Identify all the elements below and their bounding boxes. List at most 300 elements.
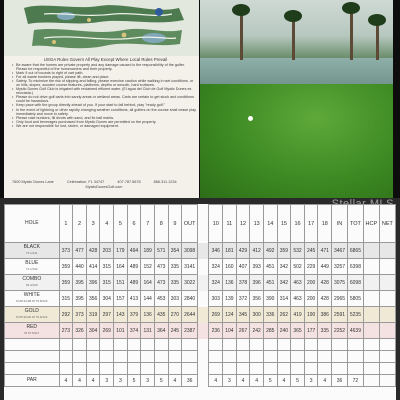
in-yardage: 2252 xyxy=(332,323,348,339)
yardage: 428 xyxy=(318,275,332,291)
scorecard xyxy=(4,204,396,400)
rule-item: • Safety: To minimize the risk of slipping and falling, please exercise caution while walking in wet conditions, or on hills, slopes, wooden course features, platforms, depths or smooth, hard surfaces. xyxy=(12,79,196,87)
par-value: 4 xyxy=(86,375,100,387)
yardage: 292 xyxy=(59,307,73,323)
yardage: 269 xyxy=(209,307,223,323)
yardage: 104 xyxy=(223,323,237,339)
turn-divider xyxy=(198,375,209,387)
score-cell xyxy=(304,351,318,363)
yardage: 419 xyxy=(291,307,305,323)
yardage: 365 xyxy=(291,323,305,339)
yardage: 336 xyxy=(263,307,277,323)
handicap-label: HCP xyxy=(363,205,379,243)
yardage: 429 xyxy=(236,243,250,259)
score-cell xyxy=(141,351,155,363)
score-cell xyxy=(114,351,128,363)
handicap-cell xyxy=(363,375,379,387)
score-cell xyxy=(363,351,379,363)
tee-name: BLUE xyxy=(25,260,39,266)
rules-list xyxy=(12,63,196,128)
yardage: 414 xyxy=(86,259,100,275)
score-cell xyxy=(250,363,264,375)
score-cell xyxy=(318,351,332,363)
in-yardage: 2965 xyxy=(332,291,348,307)
yardage: 413 xyxy=(127,291,141,307)
score-cell xyxy=(168,351,182,363)
score-cell xyxy=(304,339,318,351)
scorecard-table xyxy=(4,204,396,387)
in-yardage: 3467 xyxy=(332,243,348,259)
yardage: 378 xyxy=(236,275,250,291)
in-yardage: 2591 xyxy=(332,307,348,323)
yardage: 395 xyxy=(73,291,87,307)
header-row xyxy=(5,205,396,243)
tee-name: GOLD xyxy=(24,308,39,314)
yardage: 143 xyxy=(114,307,128,323)
hole-number: 1 xyxy=(59,205,73,243)
score-cell xyxy=(73,339,87,351)
net-cell xyxy=(379,323,395,339)
score-cell xyxy=(73,351,87,363)
rule-item: • Mark 9 out of bounds to right of cart path. xyxy=(12,71,196,75)
par-value: 5 xyxy=(127,375,141,387)
yardage: 190 xyxy=(304,307,318,323)
score-cell xyxy=(332,363,348,375)
tee-name: BLACK xyxy=(23,244,40,250)
score-cell xyxy=(291,351,305,363)
handicap-cell xyxy=(363,259,379,275)
score-cell xyxy=(86,339,100,351)
yardage: 354 xyxy=(168,243,182,259)
out-yardage: 3098 xyxy=(182,243,198,259)
par-value: 3 xyxy=(114,375,128,387)
tee-row-black xyxy=(5,243,396,259)
score-cell xyxy=(100,351,114,363)
yardage: 345 xyxy=(236,307,250,323)
score-cell xyxy=(291,363,305,375)
yardage: 101 xyxy=(114,323,128,339)
tee-row-combo xyxy=(5,275,396,291)
score-cell xyxy=(236,351,250,363)
hole-number: 8 xyxy=(154,205,168,243)
score-cell xyxy=(100,339,114,351)
tee-rating: M 65.9/120 W 70.6/123 xyxy=(16,314,48,319)
hole-number: 10 xyxy=(209,205,223,243)
out-yardage: 3022 xyxy=(182,275,198,291)
score-cell xyxy=(100,363,114,375)
tee-name: COMBO xyxy=(22,276,42,282)
turn-divider xyxy=(198,363,209,375)
yardage: 471 xyxy=(318,243,332,259)
yardage: 359 xyxy=(59,275,73,291)
phone: 407.787.5678 xyxy=(117,180,141,184)
yardage: 144 xyxy=(141,291,155,307)
par-value: 3 xyxy=(100,375,114,387)
yardage: 412 xyxy=(250,243,264,259)
in-yardage: 3075 xyxy=(332,275,348,291)
tee-rating: W 67.5/117 xyxy=(24,330,40,335)
yardage: 502 xyxy=(291,259,305,275)
score-cell xyxy=(236,339,250,351)
hole-number: 17 xyxy=(304,205,318,243)
score-cell xyxy=(318,363,332,375)
tee-row-white xyxy=(5,291,396,307)
yardage: 181 xyxy=(223,243,237,259)
score-entry-row xyxy=(5,339,396,351)
yardage: 189 xyxy=(141,243,155,259)
tee-rating: 71.1/132 xyxy=(25,266,38,271)
tee-label xyxy=(5,259,60,275)
handicap-cell xyxy=(363,243,379,259)
hole-label: HOLE xyxy=(5,205,60,243)
yardage: 124 xyxy=(223,307,237,323)
yardage: 177 xyxy=(304,323,318,339)
yardage: 335 xyxy=(168,259,182,275)
yardage: 314 xyxy=(277,291,291,307)
yardage: 396 xyxy=(250,275,264,291)
rule-item: • In the event of lightning or other rapidly changing weather conditions, all golfers on the course shall cease play immediately and move to safety. xyxy=(12,108,196,116)
yardage: 428 xyxy=(318,291,332,307)
net-cell xyxy=(379,259,395,275)
hole-number: 9 xyxy=(168,205,182,243)
yardage: 157 xyxy=(114,291,128,307)
score-cell xyxy=(263,351,277,363)
yardage: 473 xyxy=(154,259,168,275)
yardage: 236 xyxy=(209,323,223,339)
yardage: 477 xyxy=(73,243,87,259)
hole-number: 11 xyxy=(223,205,237,243)
total-label: TOT xyxy=(347,205,363,243)
score-cell xyxy=(59,363,73,375)
rules-panel xyxy=(4,0,199,198)
yardage: 326 xyxy=(73,323,87,339)
yardage: 270 xyxy=(168,307,182,323)
turn-divider xyxy=(198,243,209,259)
hole-number: 13 xyxy=(250,205,264,243)
score-cell xyxy=(127,363,141,375)
par-value: 4 xyxy=(318,375,332,387)
out-yardage: 2644 xyxy=(182,307,198,323)
yardage: 532 xyxy=(291,243,305,259)
score-cell xyxy=(73,363,87,375)
hole-number: 12 xyxy=(236,205,250,243)
par-value: 4 xyxy=(59,375,73,387)
yardage: 273 xyxy=(59,323,73,339)
score-cell xyxy=(114,363,128,375)
yardage: 342 xyxy=(277,275,291,291)
yardage: 285 xyxy=(263,323,277,339)
rule-item: • Please rake bunkers, fill divots with sand, and fix ball marks. xyxy=(12,116,196,120)
score-cell xyxy=(223,363,237,375)
yardage: 463 xyxy=(291,275,305,291)
yardage: 269 xyxy=(100,323,114,339)
yardage: 240 xyxy=(277,323,291,339)
yardage: 245 xyxy=(304,243,318,259)
yardage: 152 xyxy=(141,259,155,275)
turn-divider xyxy=(198,307,209,323)
score-cell xyxy=(263,339,277,351)
yardage: 346 xyxy=(209,243,223,259)
score-cell xyxy=(209,351,223,363)
yardage: 393 xyxy=(250,259,264,275)
yardage: 359 xyxy=(277,243,291,259)
yardage: 200 xyxy=(304,275,318,291)
handicap-cell xyxy=(363,275,379,291)
par-value: 4 xyxy=(250,375,264,387)
score-cell xyxy=(127,351,141,363)
score-cell xyxy=(347,339,363,351)
score-entry-row xyxy=(5,363,396,375)
in-yardage: 3257 xyxy=(332,259,348,275)
handicap-cell xyxy=(363,307,379,323)
hole-number: 2 xyxy=(73,205,87,243)
rule-item: • Only food and beverages purchased from Mystic Dunes are permitted on the property. xyxy=(12,120,196,124)
hole-number: 14 xyxy=(263,205,277,243)
yardage: 319 xyxy=(86,307,100,323)
score-cell xyxy=(154,351,168,363)
yardage: 131 xyxy=(141,323,155,339)
yardage: 374 xyxy=(127,323,141,339)
par-value: 4 xyxy=(236,375,250,387)
course-photo xyxy=(200,0,393,198)
par-value: 4 xyxy=(73,375,87,387)
par-label: PAR xyxy=(5,375,60,387)
yardage: 335 xyxy=(168,275,182,291)
par-value: 3 xyxy=(304,375,318,387)
turn-divider xyxy=(198,351,209,363)
score-cell xyxy=(332,351,348,363)
yardage: 324 xyxy=(209,275,223,291)
score-cell xyxy=(347,363,363,375)
score-cell xyxy=(86,351,100,363)
score-cell xyxy=(318,339,332,351)
score-cell xyxy=(141,339,155,351)
yardage: 372 xyxy=(236,291,250,307)
rule-item: • Mystic Dunes Golf Club is irrigated with reclaimed effluent water. (El agua del Club de Golf Mystic Dunes es reciclada.) xyxy=(12,87,196,95)
score-cell xyxy=(182,339,198,351)
total-yardage: 4639 xyxy=(347,323,363,339)
rule-item: • Please do not drive golf carts into sandy areas or wetland areas. Carts are certain to get stuck and conditions could be hazardous. xyxy=(12,95,196,103)
score-cell xyxy=(154,363,168,375)
rules-title: USGA Rules Govern All Play Except Where Local Rules Prevail xyxy=(43,57,168,62)
rule-item: • Keep pace with the group directly ahead of you. If your start to fall behind, play "ready golf." xyxy=(12,103,196,107)
yardage: 136 xyxy=(141,307,155,323)
score-cell xyxy=(263,363,277,375)
score-cell xyxy=(182,363,198,375)
score-cell xyxy=(209,363,223,375)
score-cell xyxy=(168,339,182,351)
score-cell xyxy=(223,339,237,351)
yardage: 492 xyxy=(263,243,277,259)
yardage: 262 xyxy=(277,307,291,323)
yardage: 303 xyxy=(168,291,182,307)
score-cell xyxy=(59,351,73,363)
yardage: 451 xyxy=(263,259,277,275)
golf-ball xyxy=(248,116,253,121)
tee-label xyxy=(5,291,60,307)
turn-divider xyxy=(198,339,209,351)
yardage: 245 xyxy=(168,323,182,339)
total-yardage: 6098 xyxy=(347,275,363,291)
in-label: IN xyxy=(332,205,348,243)
out-yardage: 2387 xyxy=(182,323,198,339)
score-cell xyxy=(250,351,264,363)
score-cell xyxy=(209,339,223,351)
yardage: 356 xyxy=(250,291,264,307)
yardage: 160 xyxy=(223,259,237,275)
yardage: 164 xyxy=(114,259,128,275)
rule-item: • For all waste bunkers played, please lift, clean and place. xyxy=(12,75,196,79)
score-cell xyxy=(223,351,237,363)
par-out: 36 xyxy=(182,375,198,387)
out-yardage: 2840 xyxy=(182,291,198,307)
tee-name: RED xyxy=(26,324,38,330)
score-cell xyxy=(379,351,395,363)
yardage: 179 xyxy=(114,243,128,259)
yardage: 463 xyxy=(291,291,305,307)
net-cell xyxy=(379,291,395,307)
out-label: OUT xyxy=(182,205,198,243)
tee-name: WHITE xyxy=(23,292,40,298)
score-cell xyxy=(277,339,291,351)
handicap-cell xyxy=(363,291,379,307)
total-yardage: 6398 xyxy=(347,259,363,275)
tee-label xyxy=(5,307,60,323)
net-cell xyxy=(379,307,395,323)
par-value: 4 xyxy=(277,375,291,387)
phone-alt: 866.311.1234 xyxy=(153,180,177,184)
tee-rating: 73.1/141 xyxy=(25,250,38,255)
yardage: 342 xyxy=(277,259,291,275)
total-yardage: 5805 xyxy=(347,291,363,307)
score-cell xyxy=(182,351,198,363)
yardage: 297 xyxy=(100,307,114,323)
score-cell xyxy=(363,339,379,351)
yardage: 324 xyxy=(209,259,223,275)
tee-rating: 69.4/130 xyxy=(25,282,38,287)
score-cell xyxy=(86,363,100,375)
tee-row-gold xyxy=(5,307,396,323)
yardage: 303 xyxy=(209,291,223,307)
yardage: 242 xyxy=(250,323,264,339)
fairway xyxy=(200,84,393,198)
yardage: 395 xyxy=(73,275,87,291)
yardage: 379 xyxy=(127,307,141,323)
yardage: 200 xyxy=(304,291,318,307)
yardage: 267 xyxy=(236,323,250,339)
yardage: 300 xyxy=(250,307,264,323)
course-map-graphic xyxy=(4,0,199,56)
score-cell xyxy=(332,339,348,351)
total-yardage: 6865 xyxy=(347,243,363,259)
yardage: 359 xyxy=(59,259,73,275)
score-cell xyxy=(127,339,141,351)
par-value: 5 xyxy=(154,375,168,387)
score-cell xyxy=(379,363,395,375)
yardage: 489 xyxy=(127,275,141,291)
yardage: 407 xyxy=(236,259,250,275)
score-entry-row xyxy=(5,351,396,363)
tee-label xyxy=(5,275,60,291)
rule-item: • Be aware that the homes are private property and any damage caused is the responsibility of the golfer. Please be respectful of the homeowners and their property. xyxy=(12,63,196,71)
par-value: 3 xyxy=(223,375,237,387)
score-cell xyxy=(250,339,264,351)
hole-number: 3 xyxy=(86,205,100,243)
handicap-cell xyxy=(363,323,379,339)
yardage: 451 xyxy=(263,275,277,291)
score-cell xyxy=(277,351,291,363)
yardage: 364 xyxy=(154,323,168,339)
total-yardage: 5235 xyxy=(347,307,363,323)
yardage: 136 xyxy=(223,275,237,291)
net-cell xyxy=(379,275,395,291)
hole-number: 5 xyxy=(114,205,128,243)
scorecard-cover xyxy=(0,0,400,198)
score-cell xyxy=(291,339,305,351)
yardage: 151 xyxy=(114,275,128,291)
tee-row-red xyxy=(5,323,396,339)
yardage: 435 xyxy=(154,307,168,323)
par-row xyxy=(5,375,396,387)
par-value: 5 xyxy=(291,375,305,387)
score-cell xyxy=(379,339,395,351)
yardage: 304 xyxy=(100,291,114,307)
player-name-cell xyxy=(5,363,60,375)
hole-number: 18 xyxy=(318,205,332,243)
yardage: 139 xyxy=(223,291,237,307)
yardage: 229 xyxy=(304,259,318,275)
score-cell xyxy=(168,363,182,375)
yardage: 335 xyxy=(318,323,332,339)
score-cell xyxy=(59,339,73,351)
yardage: 396 xyxy=(86,275,100,291)
player-name-cell xyxy=(5,351,60,363)
yardage: 489 xyxy=(127,259,141,275)
par-value: 4 xyxy=(209,375,223,387)
yardage: 315 xyxy=(59,291,73,307)
hole-number: 16 xyxy=(291,205,305,243)
yardage: 315 xyxy=(100,275,114,291)
par-value: 5 xyxy=(263,375,277,387)
par-value: 3 xyxy=(141,375,155,387)
yardage: 453 xyxy=(154,291,168,307)
yardage: 315 xyxy=(100,259,114,275)
street: 7600 Mystic Dunes Lane xyxy=(12,180,54,184)
score-cell xyxy=(141,363,155,375)
city: Celebration, FL 34747 xyxy=(66,180,105,184)
tee-label xyxy=(5,243,60,259)
yardage: 440 xyxy=(73,259,87,275)
player-name-cell xyxy=(5,339,60,351)
turn-divider xyxy=(198,205,209,243)
yardage: 494 xyxy=(127,243,141,259)
hole-number: 7 xyxy=(141,205,155,243)
yardage: 373 xyxy=(73,307,87,323)
website: MysticDunesGolf.com xyxy=(85,185,123,189)
yardage: 449 xyxy=(318,259,332,275)
rule-item: • We are not responsible for lost, stolen, or damaged equipment. xyxy=(12,124,196,128)
score-cell xyxy=(347,351,363,363)
yardage: 164 xyxy=(141,275,155,291)
tee-rating: M 68.2/128 W 75.8/133 xyxy=(16,298,48,303)
net-cell xyxy=(379,243,395,259)
net-label: NET xyxy=(379,205,395,243)
yardage: 386 xyxy=(318,307,332,323)
turn-divider xyxy=(198,291,209,307)
hole-number: 6 xyxy=(127,205,141,243)
turn-divider xyxy=(198,323,209,339)
course-map xyxy=(4,0,199,56)
